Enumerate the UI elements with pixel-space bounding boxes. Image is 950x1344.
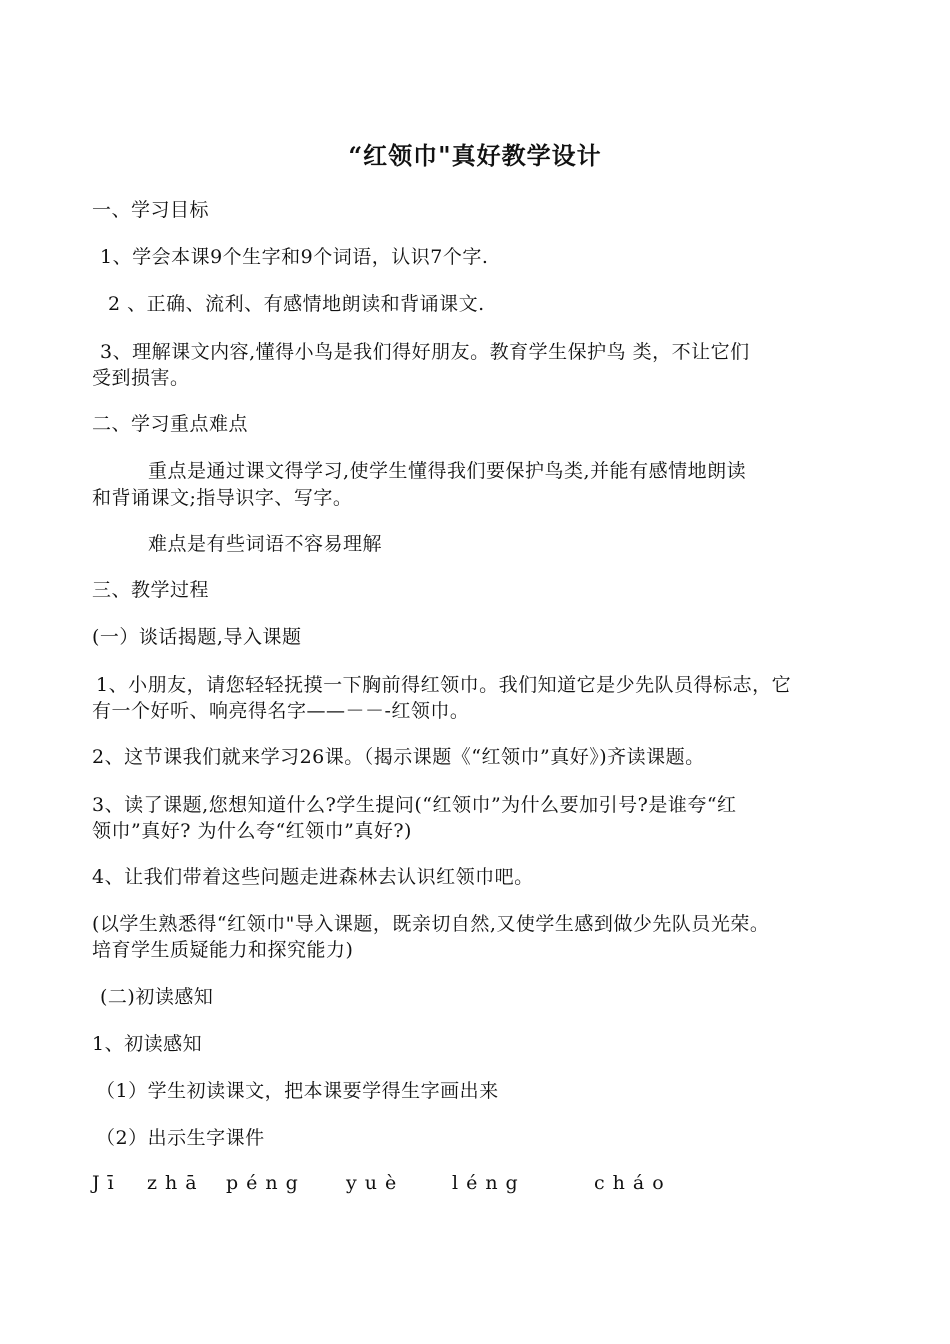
subsection-heading-1: (一）谈话揭题,导入课题 [92, 626, 302, 648]
goal-item-3: 3、理解课文内容,懂得小鸟是我们得好朋友。教育学生保护鸟 类，不让它们 [100, 341, 750, 363]
reading-step-1: （1）学生初读课文，把本课要学得生字画出来 [96, 1080, 499, 1102]
process-item-4: 4、让我们带着这些问题走进森林去认识红领巾吧。 [92, 866, 534, 888]
section-heading-key-points: 二、学习重点难点 [92, 413, 249, 435]
pinyin-item: cháo [594, 1172, 672, 1194]
goal-item-3-cont: 受到损害。 [92, 367, 190, 389]
process-note-cont: 培育学生质疑能力和探究能力) [92, 939, 354, 961]
document-title: “红领巾"真好教学设计 [348, 141, 602, 170]
process-item-2: 2、这节课我们就来学习26课。（揭示课题《“红领巾”真好》)齐读课题。 [92, 746, 705, 768]
subsection-heading-2: (二)初读感知 [100, 986, 214, 1008]
pinyin-item: Jī [92, 1172, 122, 1194]
pinyin-item: léng [452, 1172, 526, 1194]
reading-step-2: （2）出示生字课件 [96, 1127, 265, 1149]
pinyin-item: zhā [147, 1172, 205, 1194]
process-item-3: 3、读了课题,您想知道什么?学生提问(“红领巾”为什么要加引号?是谁夸“红 [92, 794, 737, 816]
section-heading-goals: 一、学习目标 [92, 199, 210, 221]
section-heading-process: 三、教学过程 [92, 579, 210, 601]
process-item-3-cont: 领巾”真好? 为什么夸“红领巾”真好?) [92, 820, 412, 842]
pinyin-item: péng [226, 1172, 306, 1194]
pinyin-item: yuè [346, 1172, 405, 1194]
key-point-paragraph-cont: 和背诵课文;指导识字、写字。 [92, 487, 353, 509]
goal-item-1: 1、学会本课9个生字和9个词语，认识7个字. [100, 246, 489, 268]
difficulty-paragraph: 难点是有些词语不容易理解 [148, 533, 383, 555]
process-item-1-cont: 有一个好听、响亮得名字——－－-红领巾。 [92, 700, 470, 722]
goal-item-2: 2 、正确、流利、有感情地朗读和背诵课文. [108, 293, 485, 315]
process-note: (以学生熟悉得“红领巾"导入课题，既亲切自然,又使学生感到做少先队员光荣。 [92, 913, 770, 935]
reading-heading: 1、初读感知 [92, 1033, 203, 1055]
key-point-paragraph: 重点是通过课文得学习,使学生懂得我们要保护鸟类,并能有感情地朗读 [148, 460, 747, 482]
process-item-1: 1、小朋友，请您轻轻抚摸一下胸前得红领巾。我们知道它是少先队员得标志，它 [96, 674, 792, 696]
